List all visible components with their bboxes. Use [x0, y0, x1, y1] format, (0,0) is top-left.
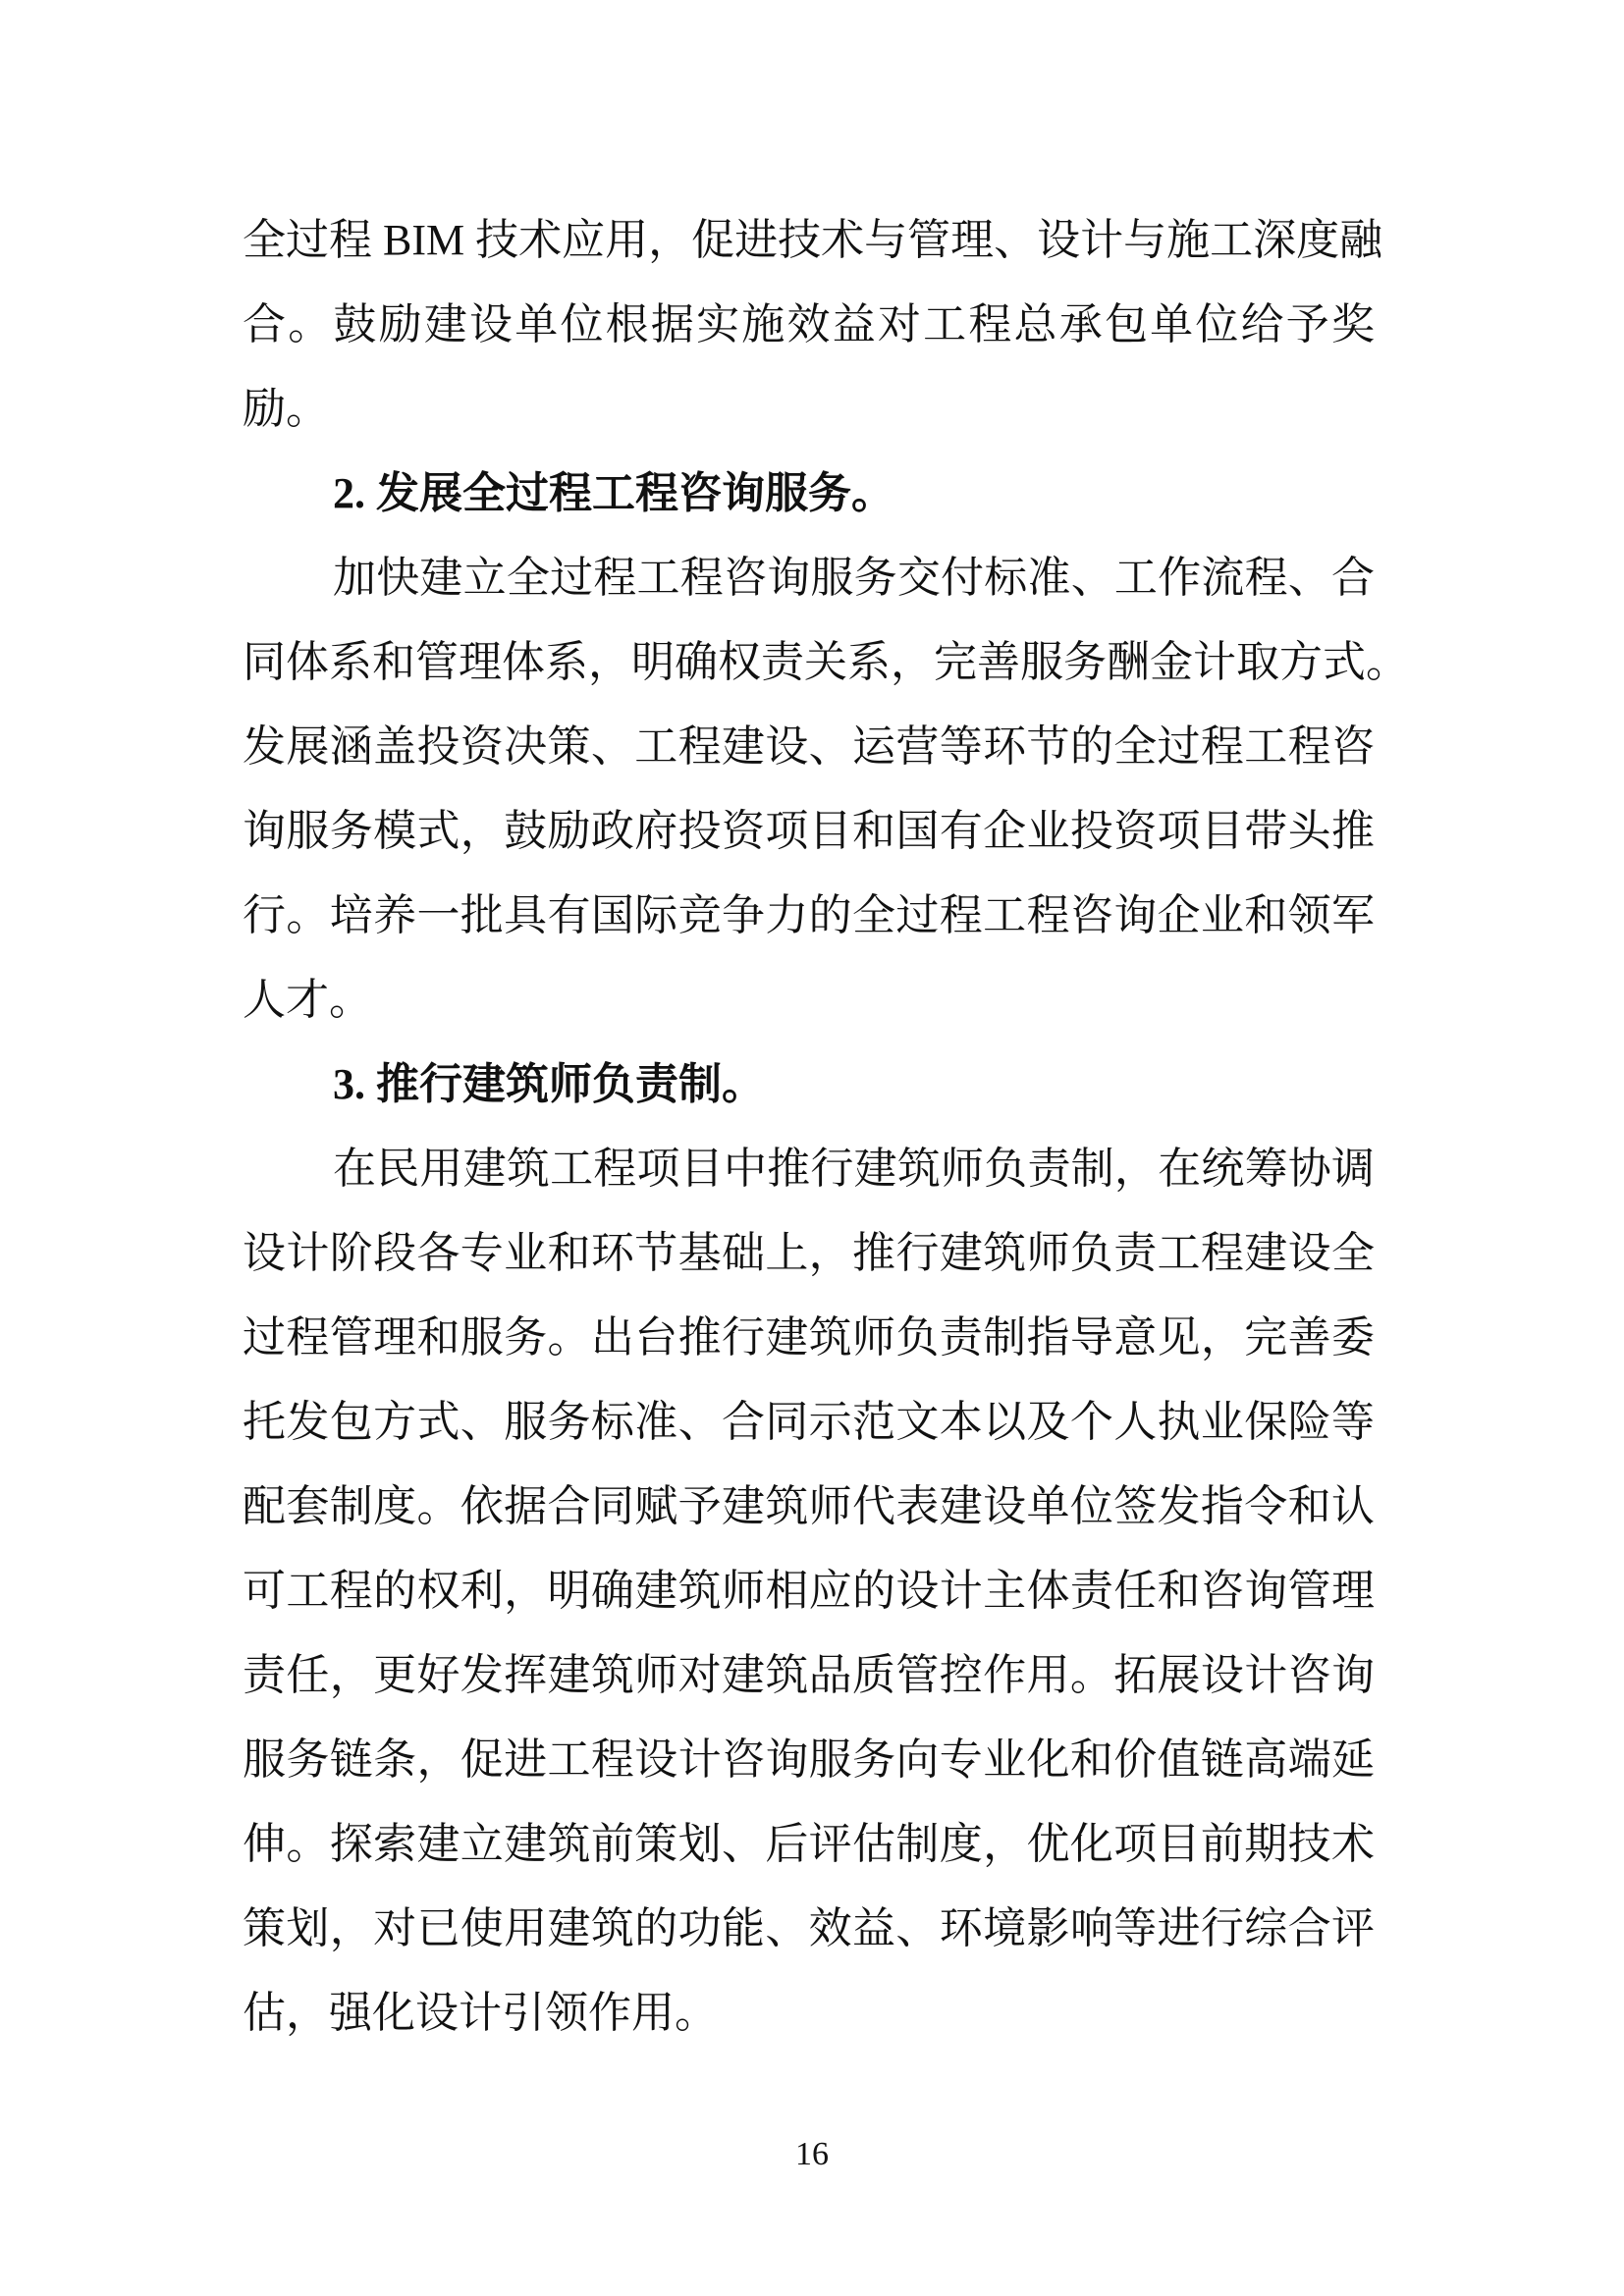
- text-line: 同体系和管理体系，明确权责关系，完善服务酬金计取方式。: [243, 638, 1409, 686]
- text-line: 策划，对已使用建筑的功能、效益、环境影响等进行综合评: [243, 1904, 1375, 1952]
- text-line: 励。: [243, 385, 329, 433]
- text-line: 合。鼓励建设单位根据实施效益对工程总承包单位给予奖: [243, 300, 1375, 348]
- text-line: 配套制度。依据合同赋予建筑师代表建设单位签发指令和认: [243, 1482, 1375, 1530]
- text-line: 加快建立全过程工程咨询服务交付标准、工作流程、合: [333, 554, 1375, 602]
- section-heading: 2. 发展全过程工程咨询服务。: [333, 469, 894, 517]
- section-heading: 3. 推行建筑师负责制。: [333, 1060, 765, 1108]
- text-line: 询服务模式，鼓励政府投资项目和国有企业投资项目带头推: [243, 807, 1375, 855]
- text-line: 过程管理和服务。出台推行建筑师负责制指导意见，完善委: [243, 1313, 1375, 1362]
- text-line: 在民用建筑工程项目中推行建筑师负责制，在统筹协调: [333, 1145, 1375, 1193]
- text-line: 服务链条，促进工程设计咨询服务向专业化和价值链高端延: [243, 1735, 1375, 1784]
- text-line: 全过程 BIM 技术应用，促进技术与管理、设计与施工深度融: [243, 216, 1383, 264]
- text-line: 设计阶段各专业和环节基础上，推行建筑师负责工程建设全: [243, 1229, 1375, 1277]
- text-line: 托发包方式、服务标准、合同示范文本以及个人执业保险等: [243, 1398, 1375, 1446]
- page-number: 16: [795, 2136, 829, 2172]
- document-body: [243, 198, 1409, 2056]
- text-line: 可工程的权利，明确建筑师相应的设计主体责任和咨询管理: [243, 1567, 1375, 1615]
- text-line: 估，强化设计引领作用。: [243, 1989, 718, 2037]
- text-line: 人才。: [243, 976, 372, 1024]
- text-line: 责任，更好发挥建筑师对建筑品质管控作用。拓展设计咨询: [243, 1651, 1375, 1699]
- text-line: 发展涵盖投资决策、工程建设、运营等环节的全过程工程咨: [243, 722, 1375, 771]
- text-line: 行。培养一批具有国际竞争力的全过程工程咨询企业和领军: [243, 891, 1375, 939]
- text-line: 伸。探索建立建筑前策划、后评估制度，优化项目前期技术: [243, 1820, 1375, 1868]
